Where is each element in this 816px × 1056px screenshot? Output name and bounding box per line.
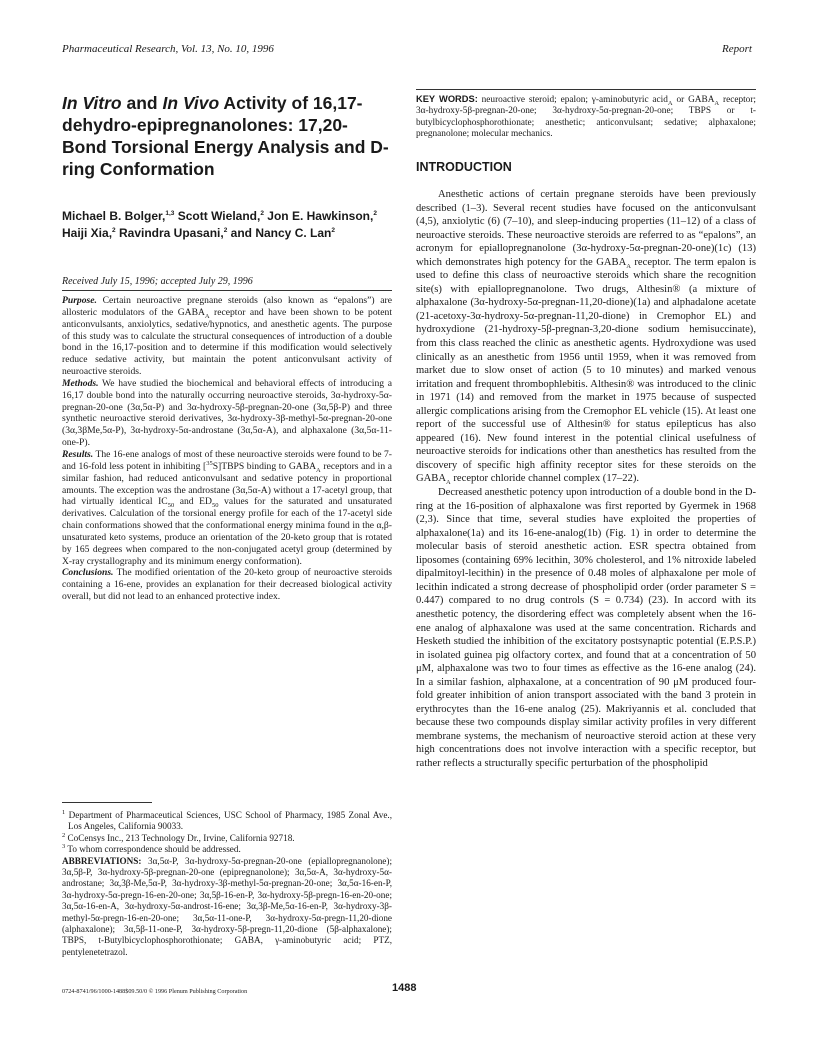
key-words-label: KEY WORDS: [416, 94, 478, 104]
subscript: A [714, 99, 720, 107]
results-text-e: values for the saturated and unsaturated derivatives. Calculation of the torsional energy profile for each of the 17-acetyl side chain conformations showed that the conformational energy minima found in the α,β-unsaturated keto systems, produce an orientation of the 20-keto group that is rotated by 165 degrees when compared to the non-conjugated acetyl group (determined by X-ray crystallography and its minimum energy conformation). [62, 496, 392, 567]
superscript: 35 [206, 459, 213, 467]
abbreviations [62, 856, 392, 959]
results-text-b: S]TBPS binding to GABA [212, 460, 317, 472]
author-name: Michael B. Bolger, [62, 209, 166, 223]
keywords-top-rule [416, 89, 756, 90]
abbreviations-text: 3α,5α-P, 3α-hydroxy-5α-pregnan-20-one (epiallopregnanolone); 3α,5β-P, 3α-hydroxy-5β-pregnan-20-one (epipregnanolone); 3α,5α-A, 3α-hydroxy-5α-androstane; 3α,3β-Me,5α-P, 3α-hydroxy-3β-methyl-5α-pregnan-20-one; 3α,5α-16-en-P, 3α-hydroxy-5α-pregn-16-en-20-one; 3α,5β-16-en-P, 3α-hydroxy-5β-pregn-16-en-20-one; 3α,5α-16-en-A, 3α-hydroxy-5α-androst-16-ene; 3α,3β-Me,5α-16-en-P, 3α-hydroxy-3β-methyl-5α-pregn-16-en-20-one; 3α,5α-11-one-P, 3α-hydroxy-5α-pregn-11,20-dione (alphaxalone); 3α,5β-11-one-P, 3α-hydroxy-5β-pregn-11,20-dione (5β-alphaxalone); TBPS, t-Butylbicyclophosphorothionate; GABA, γ-aminobutyric acid; PTZ, pentylenetetrazol. [62, 855, 392, 957]
key-words-text-c: receptor; 3α-hydroxy-5β-pregnan-20-one; 3α-hydroxy-5α-pregnan-20-one; TBPS or t-butylbicyclophosphorothionate; anesthetic; anticonvulsant; sedative; alphaxalone; pregnanolone; molecular mechanics. [416, 95, 757, 139]
abstract-methods [62, 378, 392, 449]
subscript: 50 [211, 502, 219, 510]
received-dates: Received July 15, 1996; accepted July 29, 1996 [62, 276, 253, 287]
key-words-text: neuroactive steroid; epalon; γ-aminobutyric acid [477, 95, 668, 105]
key-words-text-b: or GABA [672, 95, 715, 105]
author [119, 226, 227, 240]
subscript: A [626, 262, 631, 270]
results-text-d: and ED [174, 496, 212, 508]
author-name: Scott Wieland, [177, 209, 261, 223]
author [178, 209, 264, 223]
purpose-text-cont: receptor and have been shown to be potent anticonvulsants, anxiolytics, sedative/hypnotics, and anesthetic agents. The purpose of this study was to calculate the structural consequences of introduction of a double bond in the 16,17-position and to determine if this modification would selectively reduce sedative activity, but maintain the potent anticonvulsant activity of neuroactive steroids. [62, 306, 392, 378]
affiliation-mark: 2 [331, 227, 335, 235]
subscript: 50 [167, 502, 175, 510]
methods-text: We have studied the biochemical and behavioral effects of introducing a 16,17 double bond into the naturally occurring neuroactive steroids, 3α-hydroxy-5α-pregnan-20-one (3α,5α-P) and 3α-hydroxy-5β-pregnan-20-one (3α,5β-P) and three synthetic neuroactive steroid derivatives, 3α-hydroxy-3β-methyl-5α-pregnan-20-one (3α,3βMe,5α-P), 3α-hydroxy-5α-androstane (3α,5α-A), and alphaxalone (3α,5α-11-one-P). [62, 377, 392, 449]
title-rest: Activity of 16,17-dehydro-epipregnanolones: 17,20-Bond Torsional Energy Analysis and D-ring Conformation [62, 93, 389, 179]
affiliation-mark: 2 [260, 210, 264, 217]
purpose-text: Certain neuroactive pregnane steroids (also known as “epalons”) are allosteric modulators of the GABA [62, 295, 392, 318]
conclusions-text: The modified orientation of the 20-keto group of neuroactive steroids containing a 16-ene, provides an explanation for their decreased biological activity overall, but did not lead to an enhanced protective index. [62, 567, 392, 603]
title-italic-in-vivo: In Vivo [162, 93, 220, 113]
paragraph [416, 188, 756, 486]
paragraph-text-b: receptor. The term epalon is used to define this class of neuroactive steroids which share the recognition site(s) with epiallopregnanolone. Two drugs, Althesin® (a mixture of alphaxalone (3α-hydroxy-5α-pregnan-11,20-dione)(1a) and alphadalone acetate (21-acetoxy-3α-hydroxy-5α-pregnan-11,20-dione) in Cremophor EL) and hydroxydione (21-hydroxy-5β-pregnan-3,20-dione sodium hemisuccinate), from this class reached the clinic as anesthetic agents. Hydroxydione was used clinically as an anesthetic from 1956 until 1959, when it was removed from market due to slow onset of action (5 to 10 minutes) and marked venous irritation and frequent thrombophlebitis. Althesin® was introduced to the clinic in 1971 (14) and removed from the market in 1975 because of suspected allergic complications arising from the Cremophor EL vehicle (15). At least one report of the successful use of Althesin® for status epilepticus has also appeared (16). New found interest in the potential clinical usefulness of neuroactive steroids for indications other than anesthetics has resulted from the discovery of specific high affinity receptor sites for these steroids on the GABA [416, 256, 756, 485]
purpose-label: Purpose. [62, 295, 97, 306]
subscript: A [667, 99, 673, 107]
author [62, 209, 174, 223]
author [267, 209, 377, 223]
introduction-body [416, 188, 756, 771]
author-name: Ravindra Upasani, [119, 226, 224, 241]
affiliation-mark: 2 [223, 227, 228, 235]
affiliation-mark: 1,3 [165, 210, 175, 217]
article-title [62, 92, 392, 180]
author-name: Jon E. Hawkinson, [267, 209, 374, 223]
footnote-text: CoCensys Inc., 213 Technology Dr., Irvine, California 92718. [65, 832, 295, 843]
copyright-line: 0724-8741/96/1000-1488$09.50/0 © 1996 Plenum Publishing Corporation [62, 988, 248, 995]
paragraph-text: Anesthetic actions of certain pregnane steroids have been previously described (1–3). Several recent studies have focused on the anticonvulsant (4,5), anxiolytic (6) (7–10), and sleep-inducing properties (11–12) of a class of neuroactive steroids. These neuroactive steroids are referred to as “epalons”, an acronym for epiallopregnanolone (3α-hydroxy-5α-pregnan-20-one)(1c) (13) which demonstrates high potency for the GABA [416, 189, 756, 268]
affiliation-mark: 2 [112, 227, 116, 235]
paragraph-text-c: receptor chloride channel complex (17–22). [450, 473, 639, 485]
article-type: Report [722, 43, 752, 55]
author-list [62, 208, 392, 242]
page-number: 1488 [392, 982, 417, 994]
abstract [62, 295, 392, 603]
footnotes [62, 810, 392, 958]
affiliation-mark: 2 [373, 210, 377, 217]
footnote-text: Department of Pharmaceutical Sciences, USC School of Pharmacy, 1985 Zonal Ave., Los Angeles, California 90033. [65, 810, 392, 832]
footnote [62, 843, 392, 855]
key-words [416, 94, 756, 140]
abstract-purpose [62, 295, 392, 378]
author-name: and Nancy C. Lan [230, 226, 332, 241]
title-italic-in-vitro: In Vitro [62, 93, 122, 113]
footnote-mark: 3 [62, 843, 66, 851]
conclusions-label: Conclusions. [62, 567, 114, 579]
title-and: and [121, 93, 163, 113]
footnote [62, 808, 392, 833]
abstract-top-rule [62, 290, 392, 291]
footnote [62, 831, 392, 844]
abstract-results [62, 449, 392, 567]
results-text: The 16-ene analogs of most of these neuroactive steroids were found to be 7- and 16-fold less potent in inhibiting [ [62, 448, 392, 472]
journal-header: Pharmaceutical Research, Vol. 13, No. 10, 1996 [62, 43, 274, 55]
footnote-mark: 1 [62, 808, 66, 816]
subscript: A [204, 312, 210, 320]
author [231, 226, 335, 240]
subscript: A [316, 466, 321, 474]
abstract-conclusions [62, 567, 392, 603]
subscript: A [446, 479, 451, 487]
methods-label: Methods. [62, 377, 99, 389]
author-name: Haiji Xia, [62, 226, 113, 241]
footnote-mark: 2 [62, 831, 66, 839]
footnote-rule [62, 802, 152, 803]
footnote-text: To whom correspondence should be addressed. [65, 844, 241, 855]
results-label: Results. [62, 448, 94, 460]
abbreviations-label: ABBREVIATIONS: [62, 855, 142, 866]
section-heading-introduction: INTRODUCTION [416, 160, 512, 174]
paragraph: Decreased anesthetic potency upon introduction of a double bond in the D-ring at the 16-position of alphaxalone was first reported by Gyermek in 1968 (2,3). Since that time, several studies have exploited the properties of alphaxalone(1a) and its 16-ene-analog(1b) (Fig. 1) in order to determine the molecular basis of steroid anesthetic action. ESR spectra obtained from liposomes (containing 69% lecithin, 30% cholesterol, and 1% nitroxide labeled dipalmitoyl-lecithin) in the presence of 0.48 moles of alphaxalone per mole of lecithin indicated a strong decrease of phospholipid order (order parameter S = 0.447) compared to no drug controls (S = 0.734) (23). In accord with its anesthetic potency, the disordering effect was completely absent when the 16-ene analog of alphaxalone was used at the same concentration. Richards and Hesketh studied the inhibition of the excitatory postsynaptic potential (E.P.S.P.) in isolated guinea pig olfactory cortex, and found that at a concentration of 50 μM, alphaxalone was two to four times as effective as the 16-ene analog (24). In a similar fashion, alphaxalone, at a concentration of 90 μM produced four-fold greater inhibition of anion transport associated with the band 3 protein in erythrocytes than the 16-ene analog (25). Makriyannis et al. concluded that because these two compounds display similar activity profiles in very different membrane systems, the mechanism of neuroactive steroid action at these very high concentrations does not involve interaction with a specific receptor, but rather reflects a structurally specific perturbation of the phospholipid [416, 487, 757, 769]
author [62, 226, 116, 240]
results-text-c: receptors and in a similar fashion, had reduced anticonvulsant and sedative potency in proportional amounts. The exception was the androstane (3α,5α-A) without a 17-acetyl group, that had virtually identical IC [62, 460, 393, 508]
